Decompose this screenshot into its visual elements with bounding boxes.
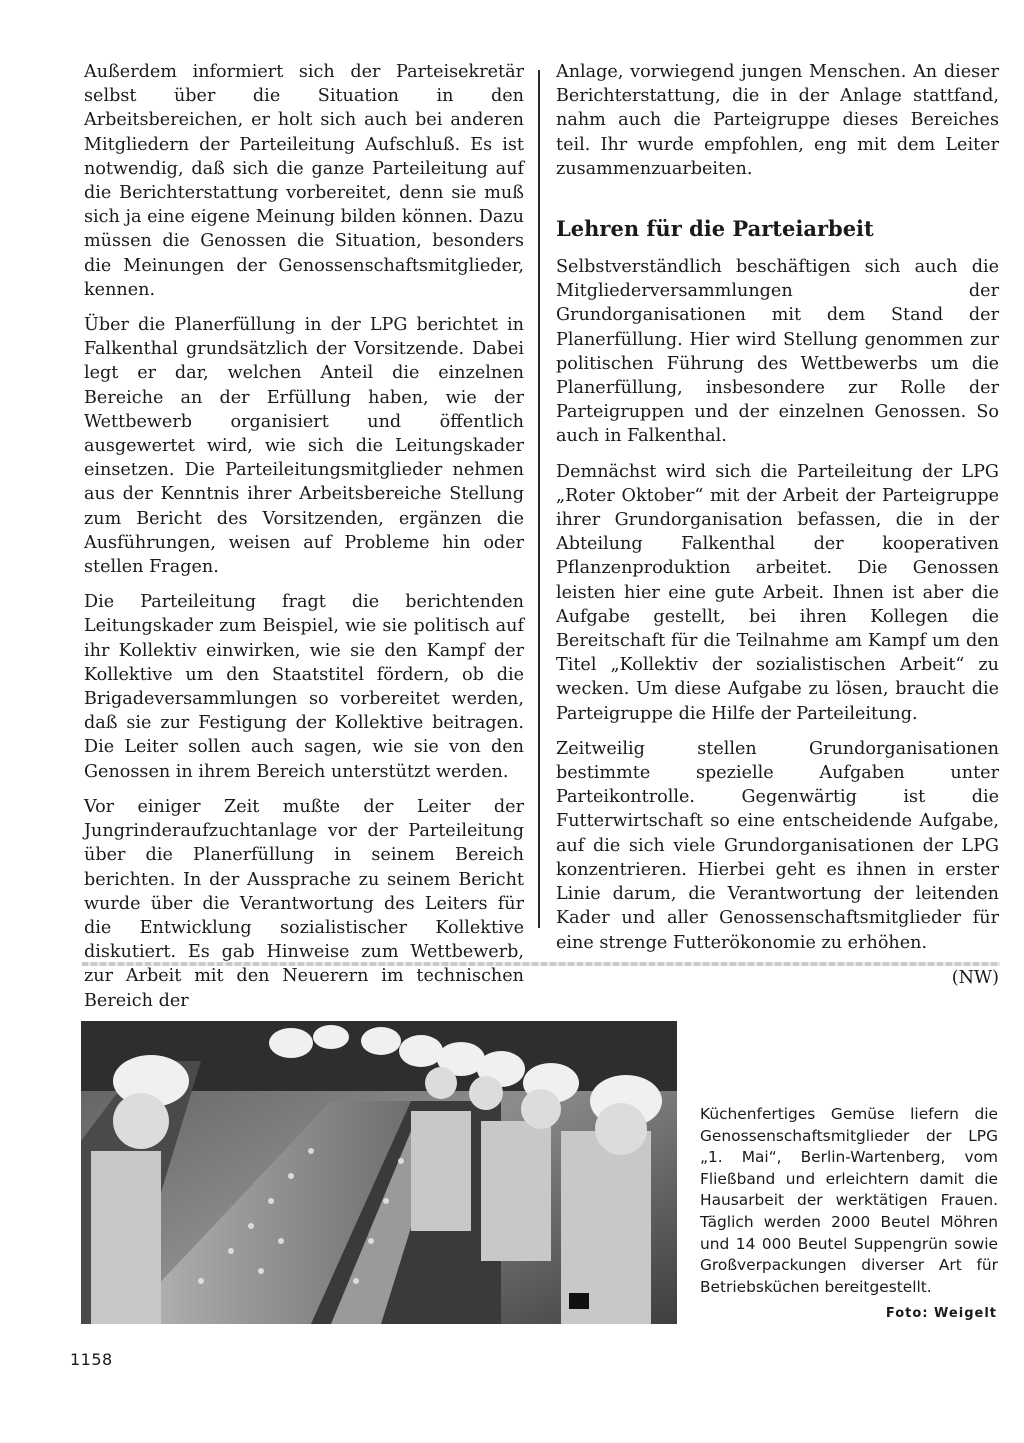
separator-rule	[82, 962, 1000, 966]
paragraph: Demnächst wird sich die Parteileitung der LPG „Roter Oktober“ mit der Arbeit der Parteigruppe ihrer Grundorganisation befassen, die in der Abteilung Falkenthal der kooperativen Pflanzenproduktion arbeitet. Die Genossen leisten hier eine gute Arbeit. Ihnen ist aber die Aufgabe gestellt, bei ihren Kollegen die Bereitschaft für die Teilnahme am Kampf um den Titel „Kollektiv der sozialistischen Arbeit“ zu wecken. Um diese Aufgabe zu lösen, braucht die Parteigruppe die Hilfe der Parteileitung.	[556, 461, 999, 724]
left-column	[84, 60, 524, 1024]
column-divider	[538, 70, 540, 928]
page-number: 1158	[70, 1350, 113, 1369]
paragraph: Anlage, vorwiegend jungen Menschen. An dieser Berichterstattung, die in der Anlage stattfand, nahm auch die Parteigruppe dieses Bereiches teil. Ihr wurde empfohlen, eng mit dem Leiter zusammenzuarbeiten.	[556, 62, 999, 179]
assembly-line-photo	[81, 1021, 677, 1324]
paragraph: Zeitweilig stellen Grundorganisationen bestimmte spezielle Aufgaben unter Parteikontrolle. Gegenwärtig ist die Futterwirtschaft so eine entscheidende Aufgabe, auf die sich viele Grundorganisationen der LPG konzentrieren. Hierbei geht es ihnen in erster Linie darum, die Verantwortung der leitenden Kader und aller Genossenschaftsmitglieder für eine strenge Futterökonomie zu erhöhen.	[556, 738, 999, 953]
photo-caption: Küchenfertiges Gemüse liefern die Genossenschaftsmitglieder der LPG „1. Mai“, Berlin-Wartenberg, vom Fließband und erleichtern damit die Hausarbeit der werktätigen Frauen. Täglich werden 2000 Beutel Möhren und 14 000 Beutel Suppengrün sowie Großverpackungen diverser Art für Betriebsküchen bereitgestellt.	[700, 1105, 998, 1296]
paragraph: Selbstverständlich beschäftigen sich auch die Mitgliederversammlungen der Grundorganisationen mit dem Stand der Planerfüllung. Hier wird Stellung genommen zur politischen Führung des Wettbewerbs um die Planerfüllung, insbesondere zur Rolle der Parteigruppen und der einzelnen Genossen. So auch in Falkenthal.	[556, 257, 999, 447]
paragraph: Vor einiger Zeit mußte der Leiter der Jungrinderaufzuchtanlage vor der Parteileitung über die Planerfüllung in seinem Bereich berichten. In der Aussprache zu seinem Bericht wurde über die Verantwortung des Leiters für die Entwicklung sozialistischer Kollektive diskutiert. Es gab Hinweise zum Wettbewerb, zur Arbeit mit den Neuerern im technischen Bereich der	[84, 796, 524, 1011]
photo-credit: Foto: Weigelt	[885, 1306, 997, 1321]
right-column	[556, 60, 999, 990]
paragraph: Außerdem informiert sich der Parteisekretär selbst über die Situation in den Arbeitsbereichen, er holt sich auch bei anderen Mitgliedern der Parteileitung Aufschluß. Es ist notwendig, daß sich die ganze Parteileitung auf die Berichterstattung vorbereitet, denn sie muß sich ja eine eigene Meinung bilden können. Dazu müssen die Genossen die Situation, besonders die Meinungen der Genossenschaftsmitglieder, kennen.	[84, 62, 524, 300]
paragraph: Über die Planerfüllung in der LPG berichtet in Falkenthal grundsätzlich der Vorsitzende. Dabei legt er dar, welchen Anteil die einzelnen Bereiche an der Erfüllung haben, wie der Wettbewerb organisiert und öffentlich ausgewertet wird, wie sich die Leitungskader einsetzen. Die Parteileitungsmitglieder nehmen aus der Kenntnis ihrer Arbeitsbereiche Stellung zum Bericht des Vorsitzenden, ergänzen die Ausführungen, weisen auf Probleme hin oder stellen Fragen.	[84, 315, 524, 578]
author-signature: (NW)	[951, 967, 999, 988]
section-heading: Lehren für die Parteiarbeit	[556, 216, 874, 242]
paragraph: Die Parteileitung fragt die berichtenden Leitungskader zum Beispiel, wie sie politisch auf ihr Kollektiv einwirken, wie sie den Kampf der Kollektive um den Staatstitel fördern, ob die Brigadeversammlungen so vorbereitet werden, daß sie zur Festigung der Kollektive beitragen. Die Leiter sollen auch sagen, wie sie von den Genossen in ihrem Bereich unterstützt werden.	[84, 592, 524, 782]
